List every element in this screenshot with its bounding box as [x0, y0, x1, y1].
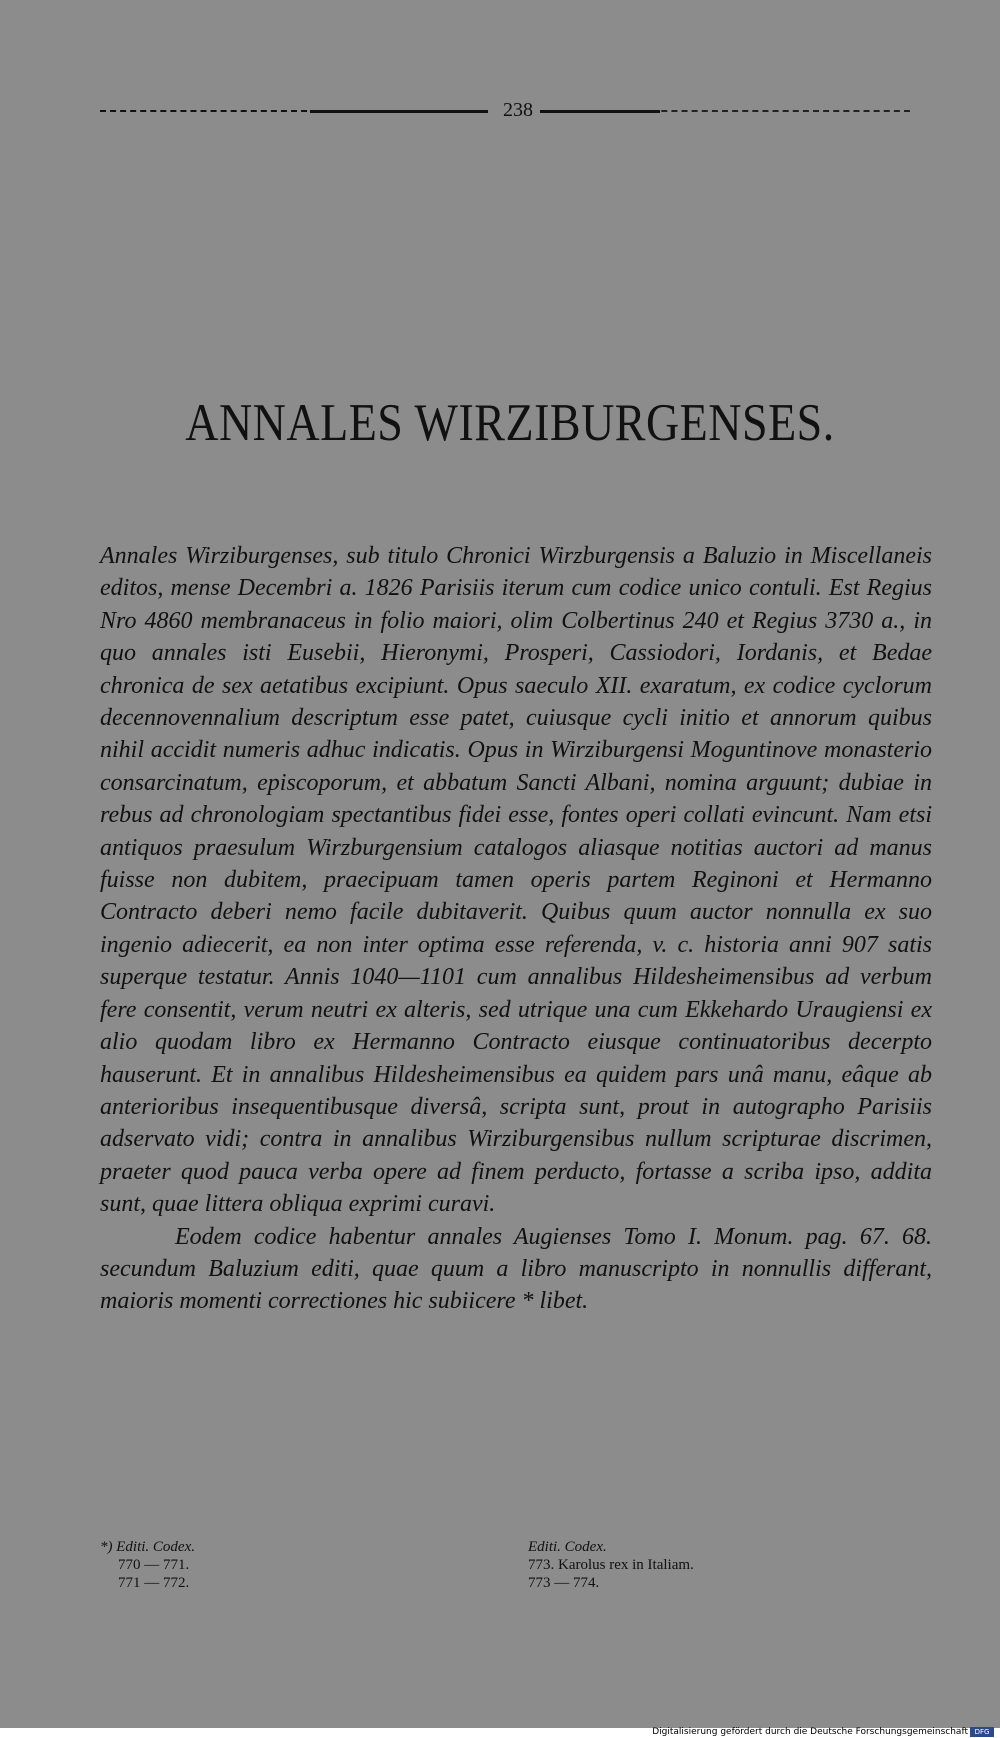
page-title: ANNALES WIRZIBURGENSES.: [185, 393, 835, 452]
digitization-credit: Digitalisierung gefördert durch die Deutsche Forschungsgemeinschaft: [652, 1727, 968, 1737]
footnote-row: 773 — 774.: [528, 1575, 600, 1591]
paragraph-intro: Annales Wirziburgenses, sub titulo Chronici Wirzburgensis a Baluzio in Miscellaneis editos, mense Decembri a. 1826 Parisiis iterum cum codice unico contuli. Est Regius Nro 4860 membranaceus in folio maiori, olim Colbertinus 240 et Regius 3730 a., in quo annales isti Eusebii, Hieronymi, Prosperi, Cassiodori, Iordanis, et Bedae chronica de sex aetatibus excipiunt. Opus saeculo XII. exaratum, ex codice cyclorum decennovennalium descriptum esse patet, cuiusque cycli initio et annorum quibus nihil accidit numeris adhuc indicatis. Opus in Wirziburgensi Moguntinove monasterio consarcinatum, episcoporum, et abbatum Sancti Albani, nomina arguunt; dubiae in rebus ad chronologiam spectantibus fidei esse, fontes operi collati evincunt. Nam etsi antiquos praesulum Wirzburgensium catalogos aliasque notitias auctori ad manus fuisse non dubitem, praecipuam tamen operis partem Reginoni et Hermanno Contracto deberi nemo facile dubitaverit. Quibus quum auctor nonnulla ex suo ingenio adiecerit, ea non inter optima esse referenda, v. c. historia anni 907 satis superque testatur. Annis 1040—1101 cum annalibus Hildesheimensibus ad verbum fere consentit, verum neutri ex alteris, sed utrique una cum Ekkehardo Uraugiensi ex alio quodam libro ex Hermanno Contracto eiusque continuatoribus decerpto hauserunt. Et in annalibus Hildesheimensibus ea quidem pars unâ manu, eâque ab anterioribus insequentibusque diversâ, scripta sunt, prout in autographo Parisiis adservato vidi; contra in annalibus Wirziburgensibus nullum scripturae discrimen, praeter quod pauca verba opere ad finem perducto, fortasse a scriba ipso, addita sunt, quae littera obliqua exprimi curavi.: [100, 543, 932, 1218]
footnote-row: 773. Karolus rex in Italiam.: [528, 1557, 694, 1573]
footnote-row: 771 — 772.: [118, 1575, 190, 1591]
page-number: 238: [503, 99, 533, 121]
footnote-column-right: [528, 1538, 908, 1592]
footnote-column-left: [100, 1538, 420, 1592]
footnote-header: *) Editi. Codex.: [100, 1539, 195, 1555]
header-rule-right: [540, 110, 910, 112]
footnotes: [100, 1538, 920, 1618]
body-text: [100, 540, 932, 1318]
header-rule-left: [100, 110, 488, 112]
page-header: [100, 96, 920, 124]
footnote-header: Editi. Codex.: [528, 1539, 607, 1555]
footnote-row: 770 — 771.: [118, 1557, 190, 1573]
paragraph-second: Eodem codice habentur annales Augienses Tomo I. Monum. pag. 67. 68. secundum Baluzium editi, quae quum a libro manuscripto in nonnullis differant, maioris momenti correctiones hic subiicere * libet.: [100, 1223, 932, 1315]
dfg-logo-icon: DFG: [970, 1727, 994, 1737]
